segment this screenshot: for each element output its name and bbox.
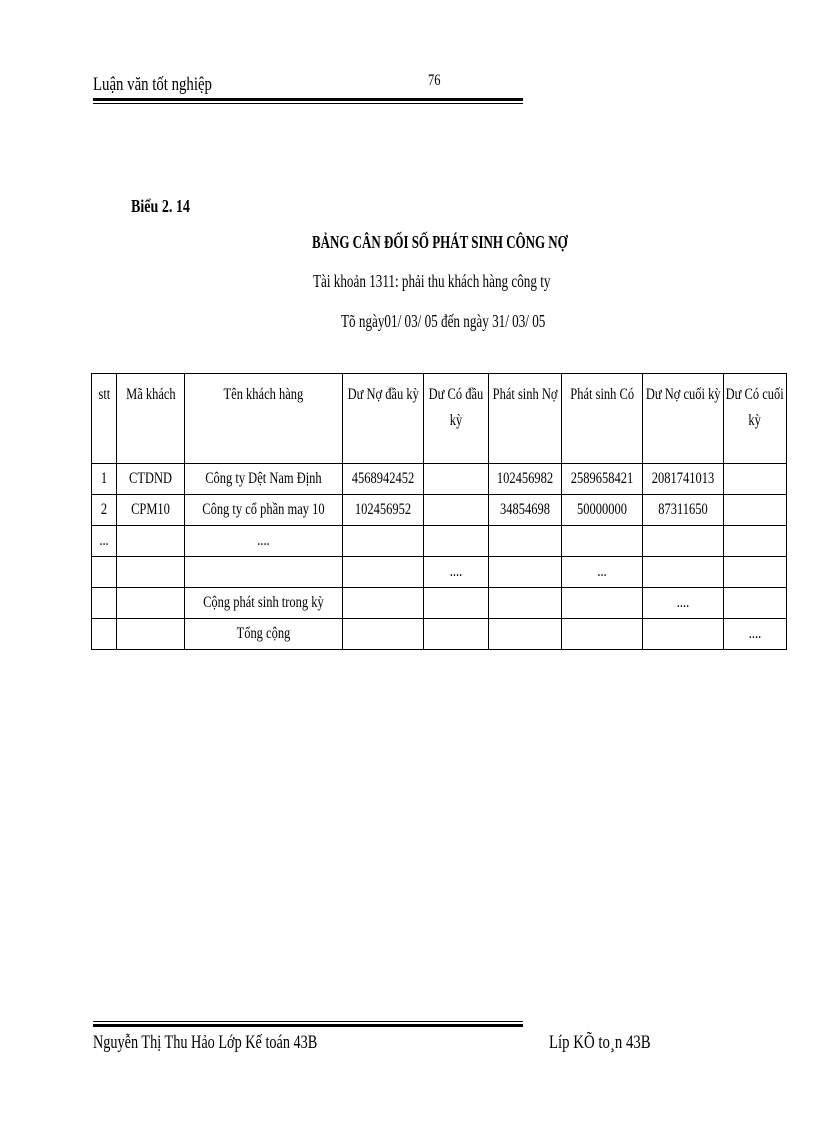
table-cell: 34854698 — [488, 495, 561, 526]
table-cell — [561, 526, 642, 557]
table-cell — [342, 619, 423, 650]
table-cell — [342, 557, 423, 588]
footer-rule-thin-line — [93, 1021, 523, 1022]
table-cell — [642, 557, 723, 588]
table-cell — [423, 526, 488, 557]
table-cell — [642, 619, 723, 650]
column-header: Dư Có cuối kỳ — [723, 374, 786, 464]
table-cell: .... — [642, 588, 723, 619]
table-cell: Công ty Dệt Nam Định — [185, 464, 343, 495]
table-cell — [423, 464, 488, 495]
table-cell: ... — [92, 526, 117, 557]
table-cell: 4568942452 — [342, 464, 423, 495]
table-cell — [117, 526, 185, 557]
figure-caption: Biểu 2. 14 — [131, 196, 190, 216]
table-cell — [642, 526, 723, 557]
table-cell — [342, 526, 423, 557]
column-header: stt — [92, 374, 117, 464]
table-cell: Công ty cổ phần may 10 — [185, 495, 343, 526]
table-cell: CPM10 — [117, 495, 185, 526]
table-cell — [723, 464, 786, 495]
table-cell — [488, 526, 561, 557]
table-row — [92, 619, 787, 650]
table-cell: 1 — [92, 464, 117, 495]
page-number: 76 — [428, 72, 441, 89]
table-cell: Tổng cộng — [185, 619, 343, 650]
table-cell — [561, 588, 642, 619]
table-cell: 87311650 — [642, 495, 723, 526]
column-header: Mã khách — [117, 374, 185, 464]
header-rule — [93, 98, 523, 105]
account-subtitle: Tài khoản 1311: phải thu khách hàng công ty — [313, 271, 551, 291]
table-cell: Cộng phát sinh trong kỳ — [185, 588, 343, 619]
table-cell: 2 — [92, 495, 117, 526]
table-row — [92, 495, 787, 526]
table-cell: CTDND — [117, 464, 185, 495]
report-title: BẢNG CÂN ĐỐI SỐ PHÁT SINH CÔNG NỢ — [312, 232, 568, 252]
table-cell — [92, 588, 117, 619]
table-cell: 102456982 — [488, 464, 561, 495]
footer-rule — [93, 1021, 523, 1028]
table-cell — [723, 495, 786, 526]
column-header: Phát sinh Có — [561, 374, 642, 464]
table-cell — [423, 619, 488, 650]
debt-balance-table — [91, 373, 787, 650]
footer-rule-thick-line — [93, 1024, 523, 1027]
table-cell — [117, 619, 185, 650]
column-header: Dư Có đầu kỳ — [423, 374, 488, 464]
table-cell — [423, 495, 488, 526]
table-cell — [723, 588, 786, 619]
table-cell — [723, 557, 786, 588]
table-cell: 2081741013 — [642, 464, 723, 495]
header-rule-thin-line — [93, 103, 523, 104]
table-cell — [342, 588, 423, 619]
table-row — [92, 557, 787, 588]
table-row — [92, 526, 787, 557]
table-cell: .... — [423, 557, 488, 588]
header-rule-thick-line — [93, 98, 523, 101]
table-cell — [488, 619, 561, 650]
table-cell: .... — [723, 619, 786, 650]
table-cell — [561, 619, 642, 650]
footer-class: Líp KÕ to¸n 43B — [549, 1032, 651, 1053]
table-cell: 50000000 — [561, 495, 642, 526]
table-cell: 2589658421 — [561, 464, 642, 495]
table-cell — [117, 557, 185, 588]
footer-author: Nguyễn Thị Thu Hảo Lớp Kế toán 43B — [93, 1032, 318, 1053]
table-cell — [723, 526, 786, 557]
table-cell — [92, 619, 117, 650]
table-header-row — [92, 374, 787, 464]
column-header: Phát sinh Nợ — [488, 374, 561, 464]
table-cell: .... — [185, 526, 343, 557]
table-cell: ... — [561, 557, 642, 588]
table-cell: 102456952 — [342, 495, 423, 526]
reporting-period: Tõ ngày01/ 03/ 05 đến ngày 31/ 03/ 05 — [341, 311, 546, 331]
table-cell — [488, 557, 561, 588]
column-header: Dư Nợ đầu kỳ — [342, 374, 423, 464]
table-row — [92, 588, 787, 619]
column-header: Tên khách hàng — [185, 374, 343, 464]
table-cell — [423, 588, 488, 619]
table-cell — [185, 557, 343, 588]
column-header: Dư Nợ cuối kỳ — [642, 374, 723, 464]
table-cell — [92, 557, 117, 588]
table-cell — [488, 588, 561, 619]
table-cell — [117, 588, 185, 619]
table-row — [92, 464, 787, 495]
running-header-title: Luận văn tốt nghiệp — [93, 74, 212, 95]
